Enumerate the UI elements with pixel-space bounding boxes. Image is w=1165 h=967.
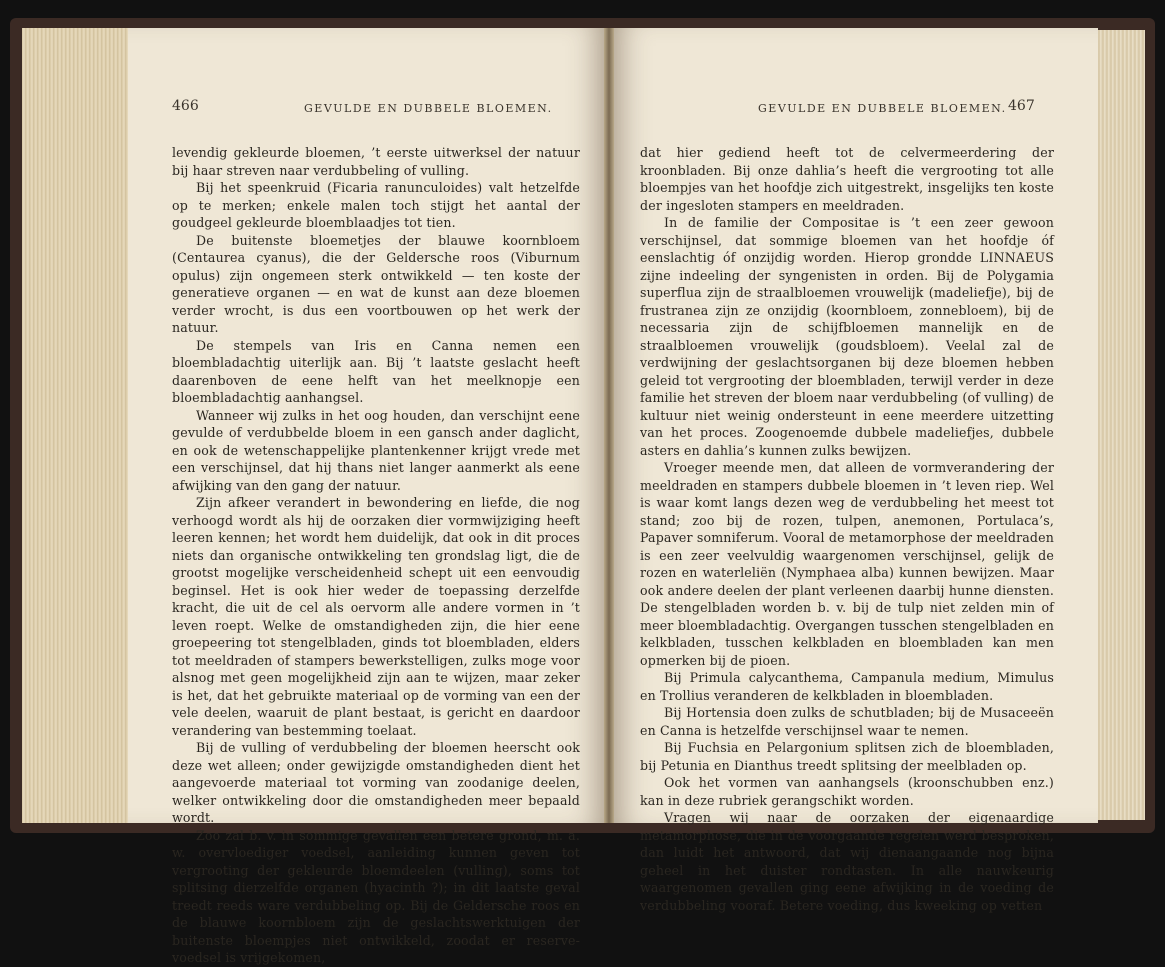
running-head: GEVULDE EN DUBBELE BLOEMEN. <box>304 102 553 115</box>
paragraph: Bij het speenkruid (Ficaria ranunculoides) valt hetzelfde op te merken; enkele malen toch stijgt het aantal der goudgeel gekleurde bloemblaadjes tot tien. <box>172 180 580 230</box>
paragraph: Bij Fuchsia en Pelargonium splitsen zich de bloembladen, bij Petunia en Dianthus treedt splitsing der meelbladen op. <box>640 740 1054 773</box>
page-edges-right <box>1093 30 1145 820</box>
body-text <box>172 144 580 967</box>
paragraph: Zijn afkeer verandert in bewondering en liefde, die nog verhoogd wordt als hij de oorzaken dier vormwijziging heeft leeren kennen; het wordt hem duidelijk, dat ook in dit proces niets dan organische ontwikkeling ten grondslag ligt, die de grootst mogelijke verscheidenheid schept uit een eenvoudig beginsel. Het is ook hier weder de toepassing derzelfde kracht, die uit de cel als oervorm alle andere vormen in ’t leven roept. Welke de omstandigheden zijn, die hier eene groepeering tot stengelbladen, ginds tot bloembladen, elders tot meeldraden of stampers bewerkstelligen, zulks moge voor alsnog met geen mogelijkheid zijn aan te wijzen, maar zeker is het, dat het gebruikte materiaal op de vorming van een der vele deelen, waaruit de plant bestaat, is gericht en daardoor verandering van bestemming toelaat. <box>172 495 580 738</box>
body-text <box>640 144 1054 914</box>
paragraph: De stempels van Iris en Canna nemen een bloembladachtig uiterlijk aan. Bij ’t laatste geslacht heeft daarenboven de eene helft van het meelknopje een bloembladachtig aanhangsel. <box>172 337 580 405</box>
page-number: 467 <box>1008 98 1035 114</box>
paragraph: De buitenste bloemetjes der blauwe koornbloem (Centaurea cyanus), die der Geldersche roos (Viburnum opulus) zijn ongemeen sterk ontwikkeld — ten koste der generatieve organen — en wat de kunst aan deze bloemen verder wrocht, is dus een voortbouwen op het werk der natuur. <box>172 232 580 335</box>
paragraph: Bij de vulling of verdubbeling der bloemen heerscht ook deze wet alleen; onder gewijzigde omstandigheden dient het aangevoerde materiaal tot vorming van zoodanige deelen, welker ontwikkeling door die omstandigheden meer bepaald wordt. <box>172 740 580 825</box>
paragraph: Vroeger meende men, dat alleen de vormverandering der meeldraden en stampers dubbele bloemen in ’t leven riep. Wel is waar komt langs dezen weg de verdubbeling het meest tot stand; zoo bij de rozen, tulpen, anemonen, Portulaca’s, Papaver somniferum. Vooral de metamorphose der meeldraden is een zeer veelvuldig waargenomen verschijnsel, gelijk de rozen en waterleliën (Nymphaea alba) kunnen bewijzen. Maar ook andere deelen der plant verleenen daarbij hunne diensten. De stengelbladen worden b. v. bij de tulp niet zelden min of meer bloembladachtig. Overgangen tusschen stengelbladen en kelkbladen, tusschen kelkbladen en bloembladen kan men opmerken bij de pioen. <box>640 460 1054 668</box>
right-page <box>608 28 1098 913</box>
paragraph: Wanneer wij zulks in het oog houden, dan verschijnt eene gevulde of verdubbelde bloem in een gansch ander daglicht, en ook de wetenschappelijke plantenkenner krijgt vrede met een verschijnsel, dat hij thans niet langer aanmerkt als eene afwijking van den gang der natuur. <box>172 407 580 493</box>
paragraph: Ook het vormen van aanhangsels (kroonschubben enz.) kan in deze rubriek gerangschikt worden. <box>640 775 1054 808</box>
paragraph: Bij Hortensia doen zulks de schutbladen; bij de Musaceeën en Canna is hetzelfde verschijnsel waar te nemen. <box>640 705 1054 738</box>
paragraph: In de familie der Compositae is ’t een zeer gewoon verschijnsel, dat sommige bloemen van het hoofdje óf eenslachtig óf onzijdig worden. Hierop grondde LINNAEUS zijne indeeling der syngenisten in orden. Bij de Polygamia superflua zijn de straalbloemen vrouwelijk (madeliefje), bij de frustranea zijn ze onzijdig (koornbloem, zonnebloem), bij de necessaria zijn de schijfbloemen mannelijk en de straalbloemen vrouwelijk (goudsbloem). Veelal zal de verdwijning der geslachtsorganen bij deze bloemen hebben geleid tot vergrooting der bloembladen, terwijl verder in deze familie het streven der bloem naar verdubbeling (of vulling) de kultuur niet weinig ondersteunt in eene meerdere uitzetting van het proces. Zoogenoemde dubbele madeliefjes, dubbele asters en dahlia’s kunnen zulks bewijzen. <box>640 215 1054 458</box>
page-number: 466 <box>172 98 199 114</box>
paragraph: levendig gekleurde bloemen, ’t eerste uitwerksel der natuur bij haar streven naar verdubbeling of vulling. <box>172 145 580 178</box>
paragraph: dat hier gediend heeft tot de celvermeerdering der kroonbladen. Bij onze dahlia’s heeft die vergrooting tot alle bloempjes van het hoofdje zich uitgestrekt, insgelijks ten koste der ingesloten stampers en meeldraden. <box>640 145 1054 213</box>
paragraph: Zoo zal b. v. in sommige gevallen een betere grond, m. a. w. overvloediger voedsel, aanleiding kunnen geven tot vergrooting der gekleurde bloemdeelen (vulling), soms tot splitsing dierzelfde organen (hyacinth ?); in dit laatste geval treedt reeds ware verdubbeling op. Bij de Geldersche roos en de blauwe koornbloem zijn de geslachtswerktuigen der buitenste bloempjes niet ontwikkeld, zoodat er reserve-voedsel is vrijgekomen, <box>172 827 580 965</box>
running-head: GEVULDE EN DUBBELE BLOEMEN. <box>758 102 1007 115</box>
paragraph: Vragen wij naar de oorzaken der eigenaardige metamorphose, die in de voorgaande regelen werd besproken, dan luidt het antwoord, dat wij dienaangaande nog bijna geheel in het duister rondtasten. In alle nauwkeurig waargenomen gevallen ging eene afwijking in de voeding de verdubbeling vooraf. Betere voeding, dus kweeking op vetten <box>640 810 1054 913</box>
left-page <box>128 28 610 965</box>
paragraph: Bij Primula calycanthema, Campanula medium, Mimulus en Trollius veranderen de kelkbladen in bloembladen. <box>640 670 1054 703</box>
book-gutter <box>604 28 614 823</box>
page-edges-left <box>22 28 132 823</box>
